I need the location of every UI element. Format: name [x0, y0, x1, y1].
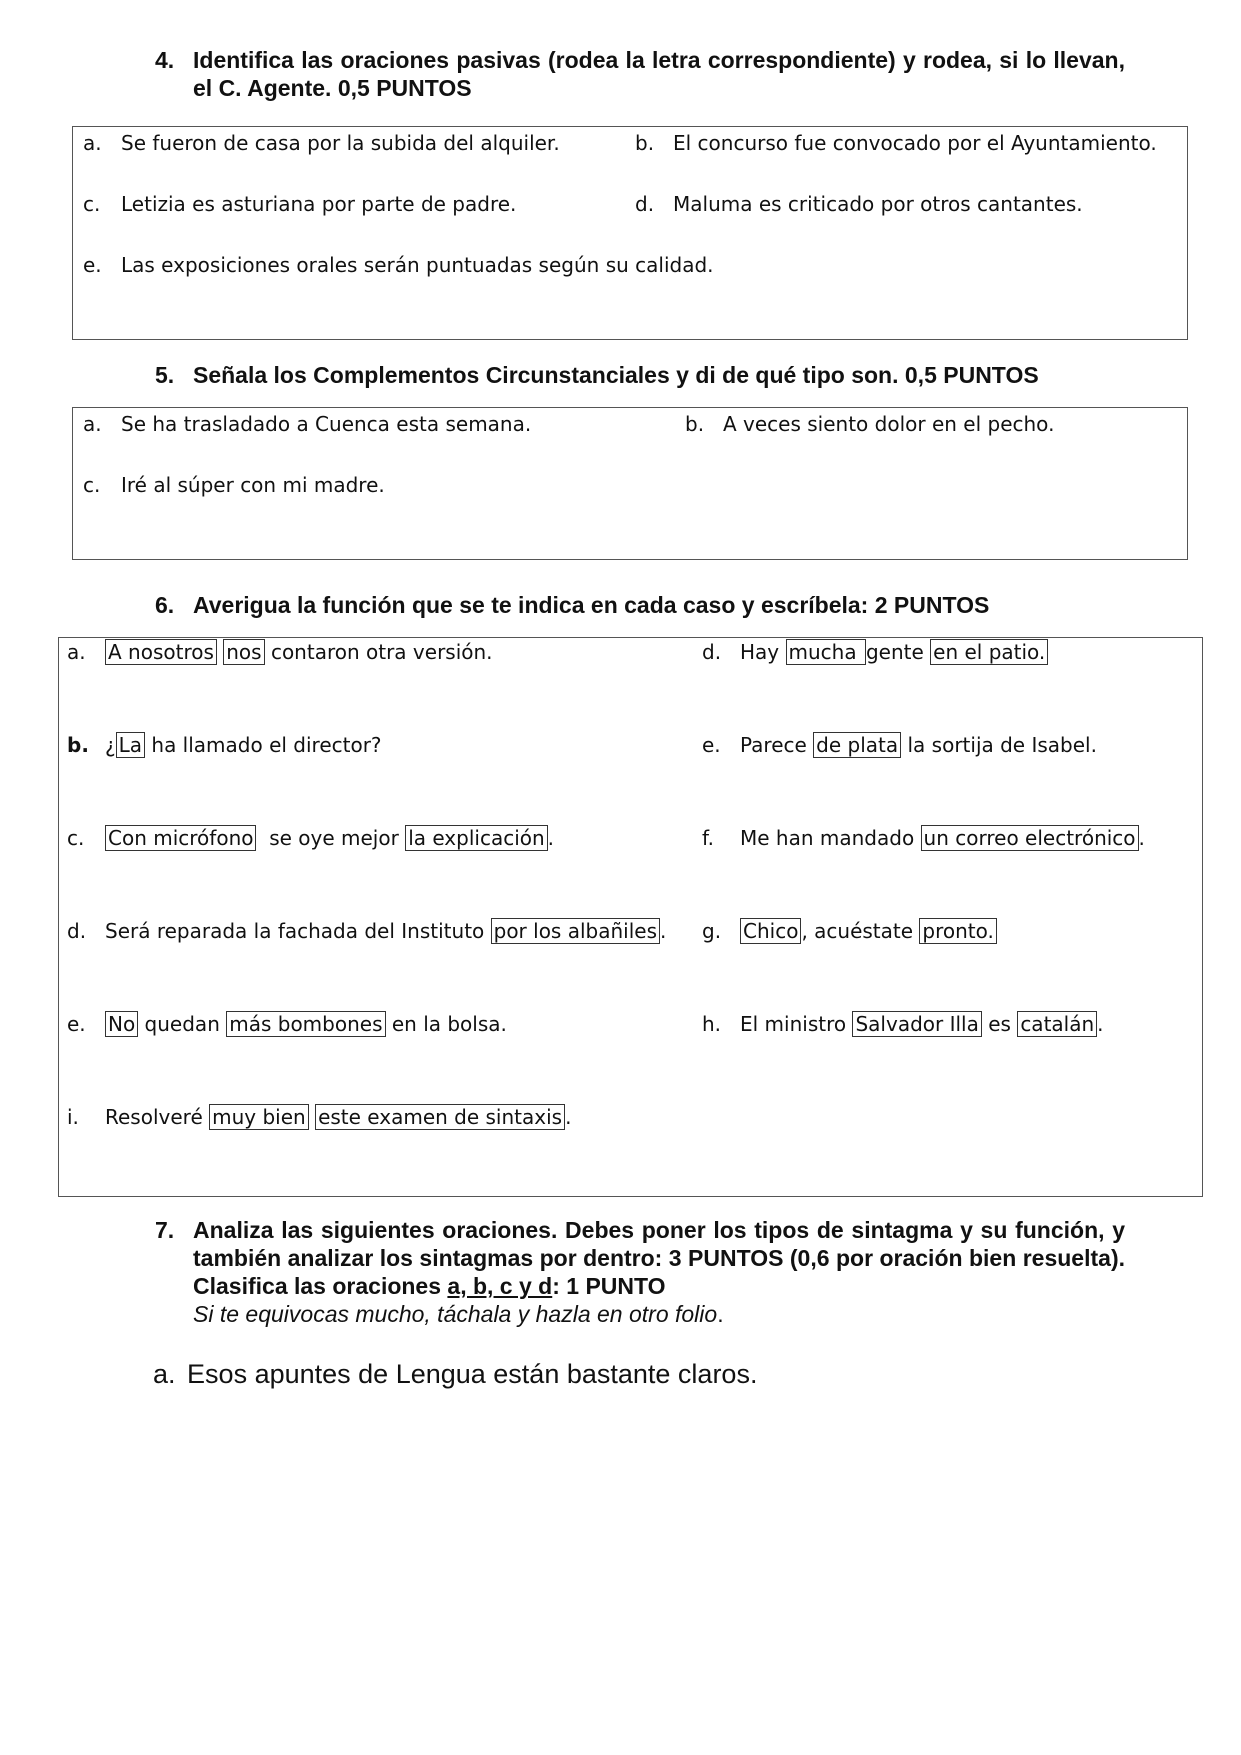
plain-text: Resolveré: [105, 1105, 210, 1129]
item-label: e.: [702, 733, 721, 757]
item-label: f.: [702, 826, 714, 850]
item-label: h.: [702, 1012, 722, 1036]
item-text: [740, 640, 1048, 664]
question-5-box: [72, 407, 1188, 560]
list-item: [67, 1105, 571, 1129]
question-number: 5.: [155, 362, 175, 388]
list-item: d. Maluma es criticado por otros cantantes.: [635, 192, 1083, 216]
list-item: a. Se fueron de casa por la subida del alquiler.: [83, 131, 560, 155]
plain-text: se oye mejor: [256, 826, 406, 850]
boxed-phrase: nos: [223, 639, 264, 665]
boxed-phrase: por los albañiles: [491, 918, 660, 944]
list-item: [702, 640, 1048, 664]
boxed-phrase: No: [105, 1011, 138, 1037]
item-text: [740, 1012, 1104, 1036]
boxed-phrase: mucha: [786, 639, 866, 665]
item-label: c.: [67, 826, 85, 850]
list-item: b. A veces siento dolor en el pecho.: [685, 412, 1055, 436]
item-label: a.: [67, 640, 86, 664]
question-5-heading: [155, 361, 1125, 389]
plain-text: El ministro: [740, 1012, 853, 1036]
plain-text: .: [1138, 826, 1145, 850]
item-label: b.: [67, 733, 89, 757]
plain-text: , acuéstate: [801, 919, 920, 943]
item-label: d.: [702, 640, 722, 664]
sentence-label: a.: [153, 1359, 176, 1389]
plain-text: ¿: [105, 733, 116, 757]
boxed-phrase: de plata: [813, 732, 901, 758]
question-text: Identifica las oraciones pasivas (rodea la letra correspondiente) y rodea, si lo llevan, el C. Agente. 0,5 PUNTOS: [193, 47, 1125, 101]
underlined-sentences: a, b, c y d: [447, 1273, 553, 1299]
list-item: [702, 826, 1145, 850]
item-label: e.: [67, 1012, 86, 1036]
plain-text: .: [659, 919, 667, 943]
list-item: c. Iré al súper con mi madre.: [83, 473, 385, 497]
question-text: Analiza las siguientes oraciones. Debes poner los tipos de sintagma y su función, y también analizar los sintagmas por dentro: 3 PUNTOS (0,6 por oración bien resuelta). Clasifica las oraciones a, b, c y d: 1 PUNTO Si te equivocas mucho, táchala y hazla en otro folio.: [193, 1217, 1125, 1327]
plain-text: .: [565, 1105, 572, 1129]
plain-text: .: [1097, 1012, 1104, 1036]
plain-text: Será reparada la fachada del Instituto: [105, 919, 491, 943]
list-item: [67, 640, 493, 664]
question-6-box: [58, 637, 1203, 1197]
list-item: [67, 1012, 507, 1036]
boxed-phrase: este examen de sintaxis: [315, 1104, 565, 1130]
boxed-phrase: La: [116, 732, 145, 758]
boxed-phrase: A nosotros: [105, 639, 217, 665]
question-text: Averigua la función que se te indica en cada caso y escríbela: 2 PUNTOS: [193, 592, 990, 618]
list-item: b. El concurso fue convocado por el Ayuntamiento.: [635, 131, 1157, 155]
item-text: [105, 919, 666, 943]
boxed-phrase: catalán: [1017, 1011, 1097, 1037]
list-item: a. Se ha trasladado a Cuenca esta semana.: [83, 412, 532, 436]
list-item: [67, 826, 554, 850]
list-item: c. Letizia es asturiana por parte de padre.: [83, 192, 517, 216]
boxed-phrase: muy bien: [209, 1104, 309, 1130]
item-text: [740, 733, 1097, 757]
plain-text: la sortija de Isabel.: [901, 733, 1097, 757]
list-item: [702, 733, 1097, 757]
plain-text: Me han mandado: [740, 826, 921, 850]
item-text: [740, 826, 1145, 850]
list-item: [702, 919, 997, 943]
item-text: [105, 733, 382, 757]
plain-text: gente: [865, 640, 931, 664]
list-item: [67, 733, 382, 757]
plain-text: .: [547, 826, 555, 850]
list-item: [702, 1012, 1104, 1036]
item-text: [105, 1105, 571, 1129]
question-4-heading: [155, 46, 1125, 102]
boxed-phrase: Salvador Illa: [852, 1011, 981, 1037]
item-label: g.: [702, 919, 722, 943]
plain-text: quedan: [138, 1012, 227, 1036]
boxed-phrase: pronto.: [919, 918, 996, 944]
boxed-phrase: Chico: [740, 918, 801, 944]
item-text: [105, 1012, 507, 1036]
plain-text: contaron otra versión.: [264, 640, 493, 664]
item-label: i.: [67, 1105, 79, 1129]
list-item: e. Las exposiciones orales serán puntuadas según su calidad.: [83, 253, 714, 277]
sentence-a: [153, 1359, 757, 1390]
boxed-phrase: la explicación: [405, 825, 547, 851]
boxed-phrase: en el patio.: [930, 639, 1048, 665]
question-6-heading: [155, 591, 1125, 619]
boxed-phrase: Con micrófono: [105, 825, 256, 851]
plain-text: Parece: [740, 733, 814, 757]
plain-text: ha llamado el director?: [145, 733, 382, 757]
boxed-phrase: un correo electrónico: [921, 825, 1139, 851]
list-item: [67, 919, 666, 943]
plain-text: Hay: [740, 640, 786, 664]
boxed-phrase: más bombones: [226, 1011, 385, 1037]
item-text: [105, 640, 493, 664]
item-label: d.: [67, 919, 87, 943]
instruction-note: Si te equivocas mucho, táchala y hazla en otro folio: [193, 1301, 718, 1327]
question-text: Señala los Complementos Circunstanciales y di de qué tipo son. 0,5 PUNTOS: [193, 362, 1039, 388]
question-4-box: [72, 126, 1188, 340]
sentence-text: Esos apuntes de Lengua están bastante claros.: [187, 1359, 758, 1389]
plain-text: es: [981, 1012, 1018, 1036]
question-7-heading: [155, 1216, 1125, 1328]
question-number: 7.: [155, 1217, 175, 1243]
question-number: 4.: [155, 47, 175, 73]
plain-text: en la bolsa.: [385, 1012, 507, 1036]
item-text: [105, 826, 554, 850]
question-number: 6.: [155, 592, 175, 618]
item-text: [740, 919, 997, 943]
